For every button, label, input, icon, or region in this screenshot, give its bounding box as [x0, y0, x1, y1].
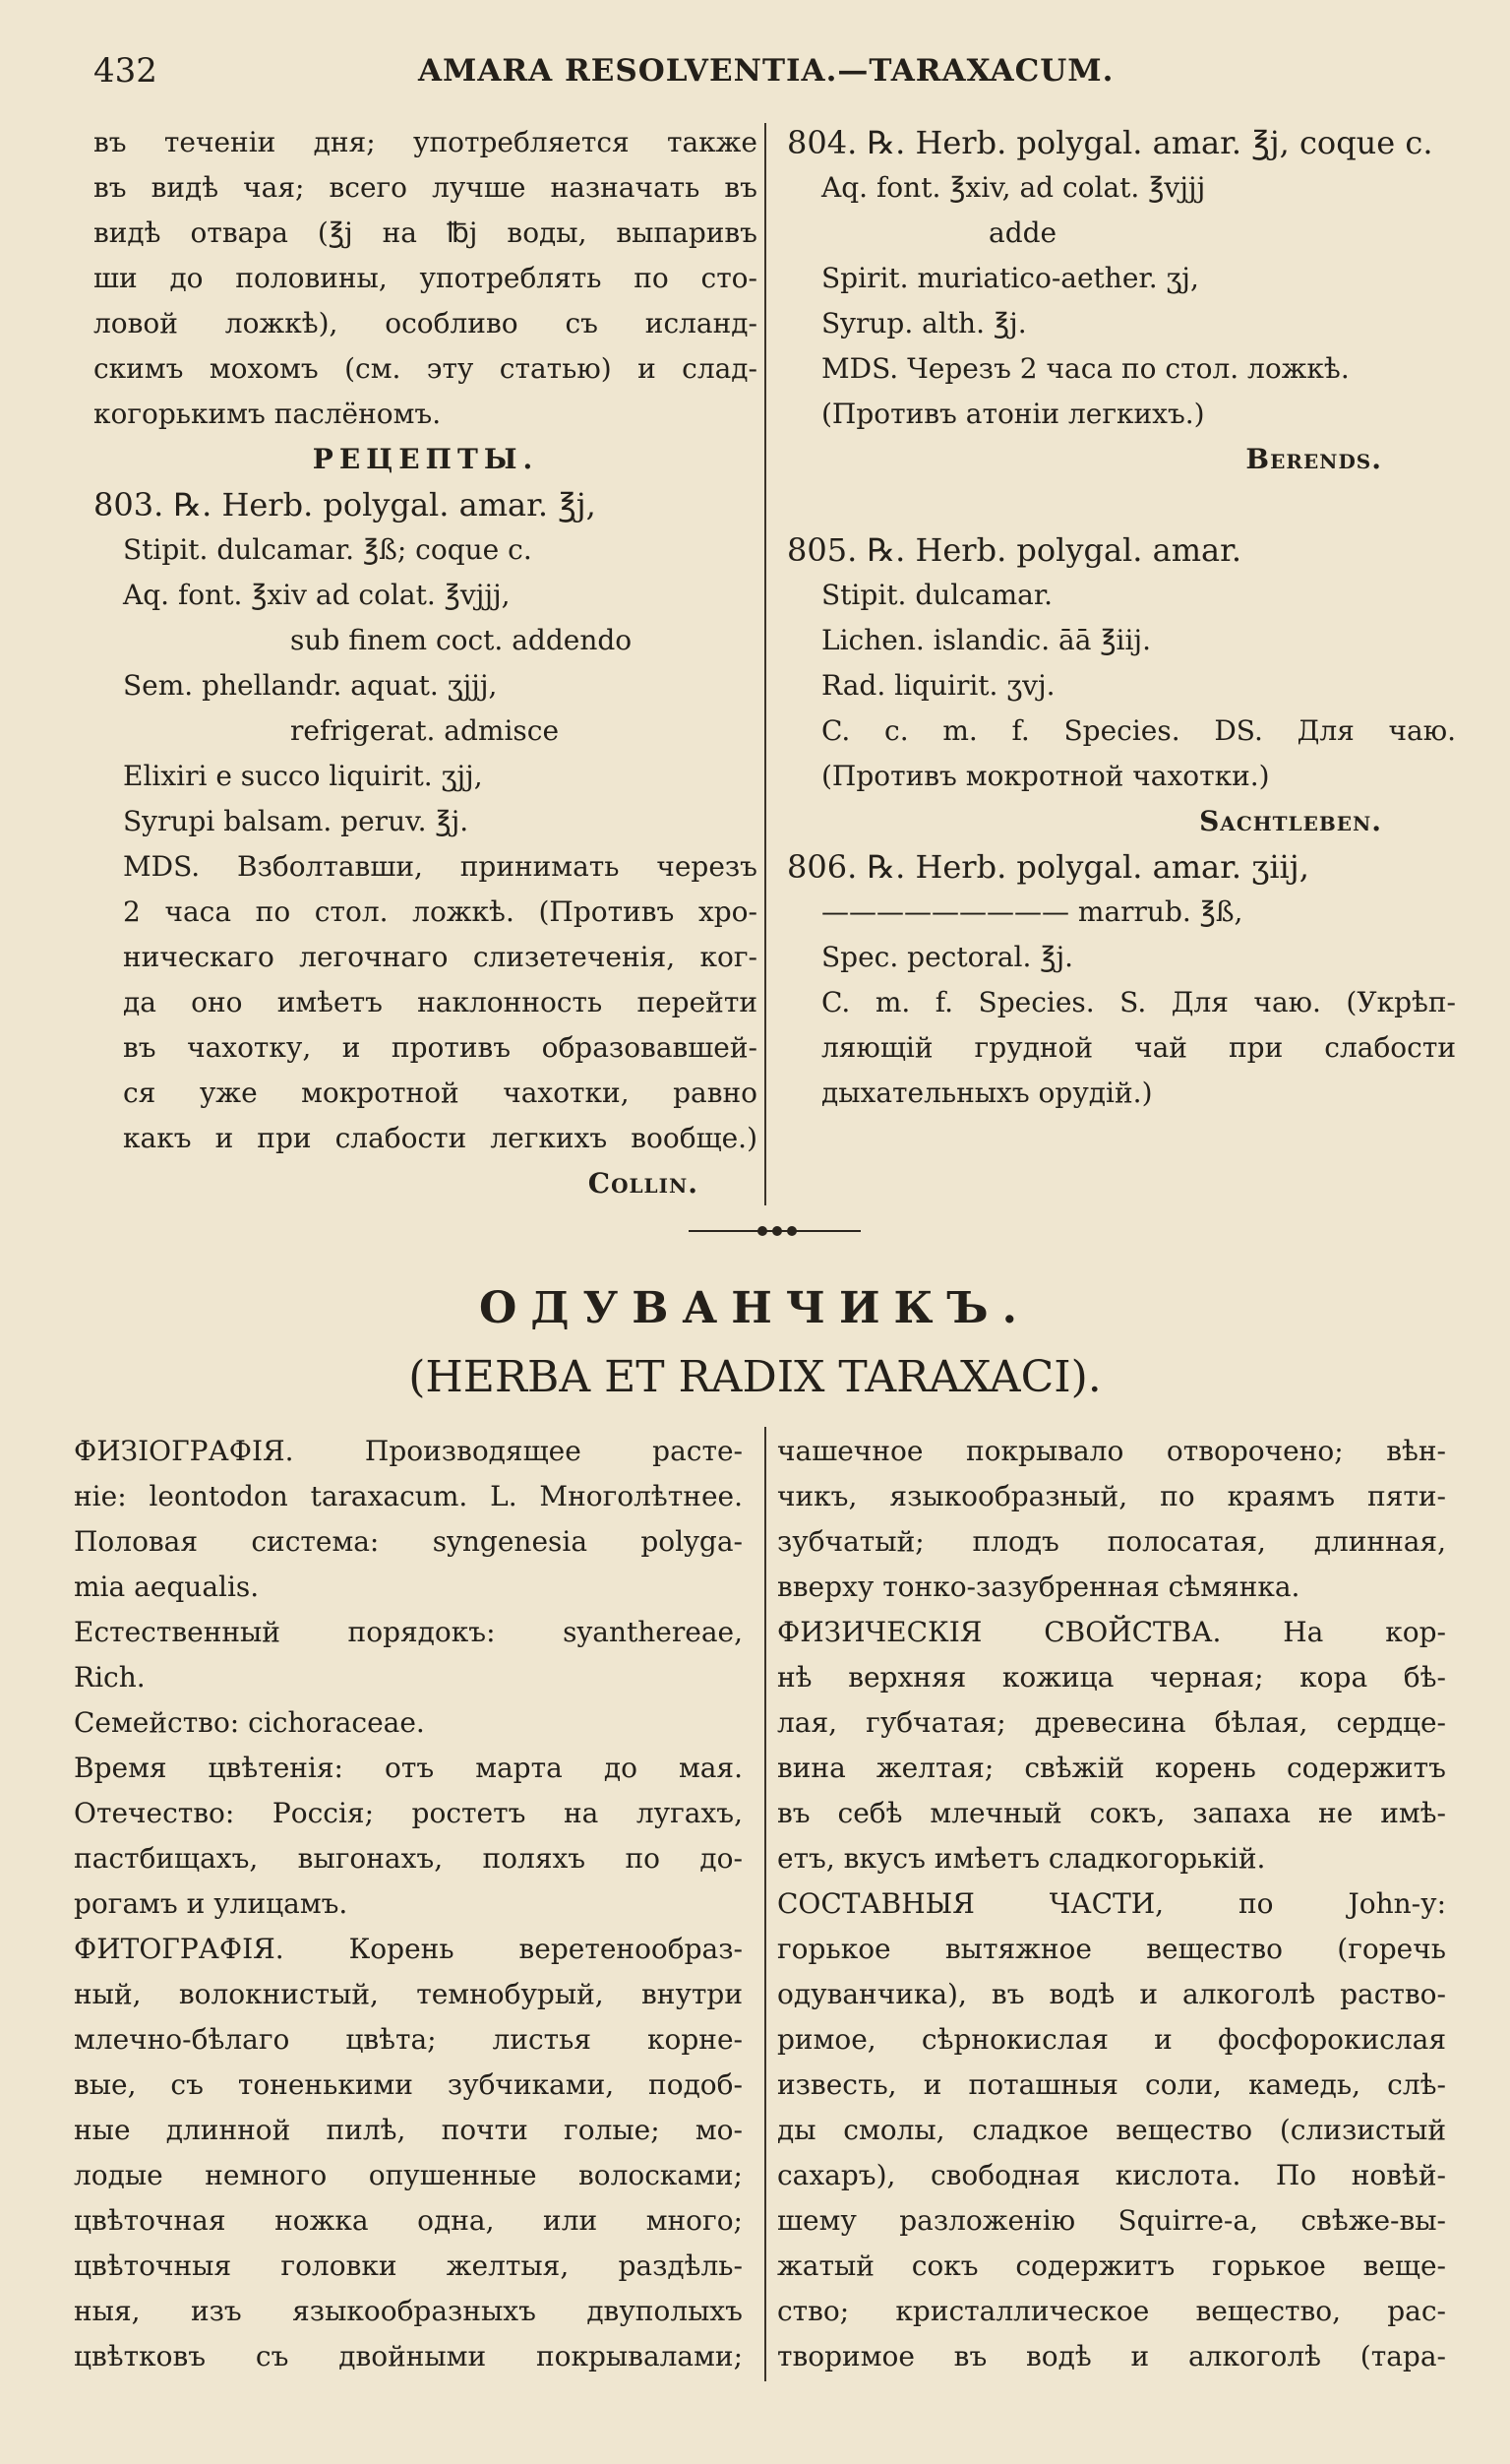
text-line: цвѣточная ножка одна, или много; [74, 2204, 743, 2237]
recipe-805-line: C. c. m. f. Species. DS. Для чаю. [821, 714, 1456, 747]
text-line: рогамъ и улицамъ. [74, 1887, 348, 1920]
recipe-803-line: 803. ℞. Herb. polygal. amar. ℥j, [93, 486, 596, 524]
recipe-806-line: ляющій грудной чай при слабости [821, 1031, 1456, 1064]
text-line: ФИЗИЧЕСКІЯ СВОЙСТВА. На кор- [777, 1616, 1446, 1648]
recipe-803-line: да оно имѣетъ наклонность перейти [123, 986, 757, 1018]
text-line: сахаръ), свободная кислота. По новѣй- [777, 2159, 1446, 2191]
section-latin-title: (HERBA ET RADIX TARAXACI). [408, 1352, 1102, 1402]
text-line: mia aequalis. [74, 1571, 260, 1603]
text-line: когорькимъ паслёномъ. [93, 398, 442, 430]
recipe-806-line: 806. ℞. Herb. polygal. amar. ʒiij, [787, 848, 1309, 886]
text-line: пастбищахъ, выгонахъ, поляхъ по до- [74, 1842, 743, 1875]
text-line: горькое вытяжное вещество (горечь [777, 1933, 1446, 1965]
text-line: одуванчика), въ водѣ и алкоголѣ раство- [777, 1978, 1446, 2010]
recipe-805-line: Stipit. dulcamar. [821, 579, 1054, 611]
recipe-804-line: Spirit. muriatico-aether. ʒj, [821, 262, 1199, 294]
recipe-803-line: 2 часа по стол. ложкѣ. (Противъ хро- [123, 895, 757, 928]
text-line: Отечество: Россія; ростетъ на лугахъ, [74, 1797, 743, 1829]
text-line: Время цвѣтенія: отъ марта до мая. [74, 1752, 743, 1784]
text-line: ФИЗІОГРАФІЯ. Производящее расте- [74, 1435, 743, 1467]
text-line: жатый сокъ содержитъ горькое веще- [777, 2249, 1446, 2282]
text-line: цвѣточныя головки желтыя, раздѣль- [74, 2249, 743, 2282]
recipe-804-line: adde [989, 216, 1057, 249]
ornament-dot [757, 1226, 767, 1236]
text-line: творимое въ водѣ и алкоголѣ (тара- [777, 2340, 1446, 2372]
upper-left-column [93, 120, 757, 1206]
column-divider [764, 1427, 766, 2381]
recipe-author: Sachtleben. [1199, 805, 1382, 837]
text-line: въ видѣ чая; всего лучше назначать въ [93, 171, 757, 204]
recipe-803-line: ническаго легочнаго слизетеченія, ког- [123, 941, 757, 973]
recipe-803-line: Aq. font. ℥xiv ad colat. ℥vjjj, [123, 579, 511, 611]
text-line: ныя, изъ языкообразныхъ двуполыхъ [74, 2295, 743, 2327]
section-title: ОДУВАНЧИКЪ. [479, 1283, 1031, 1333]
text-line: нѣ верхняя кожица черная; кора бѣ- [777, 1661, 1446, 1694]
recipe-805-line: Rad. liquirit. ʒvj. [821, 669, 1056, 702]
text-line: известь, и поташныя соли, камедь, слѣ- [777, 2068, 1446, 2101]
recipe-804-line: 804. ℞. Herb. polygal. amar. ℥j, coque c. [787, 124, 1433, 161]
text-line: млечно-бѣлаго цвѣта; листья корне- [74, 2023, 743, 2056]
recipe-805-line: (Противъ мокротной чахотки.) [821, 760, 1270, 792]
recipe-803-line: Elixiri e succo liquirit. ʒjj, [123, 760, 483, 792]
recipe-805-line: Lichen. islandic. āā ℥iij. [821, 624, 1151, 656]
recipe-803-line: Stipit. dulcamar. ℥ß; coque c. [123, 533, 532, 566]
text-line: СОСТАВНЫЯ ЧАСТИ, по John-у: [777, 1887, 1446, 1920]
ornament-dot [787, 1226, 797, 1236]
text-line: въ себѣ млечный сокъ, запаха не имѣ- [777, 1797, 1446, 1829]
lower-right-column [777, 1429, 1446, 2379]
text-line: видѣ отвара (℥j на ℔j воды, выпаривъ [93, 216, 757, 249]
text-line: ды смолы, сладкое вещество (слизистый [777, 2114, 1446, 2146]
page-number: 432 [93, 51, 157, 91]
recipe-806-line: C. m. f. Species. S. Для чаю. (Укрѣп- [821, 986, 1456, 1018]
text-line: Естественный порядокъ: syanthereae, [74, 1616, 743, 1648]
recipe-806-line: дыхательныхъ орудій.) [821, 1077, 1153, 1109]
text-line: чикъ, языкообразный, по краямъ пяти- [777, 1480, 1446, 1512]
column-divider [764, 123, 766, 1205]
text-line: Rich. [74, 1661, 146, 1694]
recipe-805-line: 805. ℞. Herb. polygal. amar. [787, 531, 1242, 569]
text-line: зубчатый; плодъ полосатая, длинная, [777, 1525, 1446, 1558]
recipe-806-line: ————————— marrub. ℥ß, [821, 895, 1243, 928]
text-line: ловой ложкѣ), особливо съ исланд- [93, 307, 757, 339]
recipe-803-line: Sem. phellandr. aquat. ʒjjj, [123, 669, 498, 702]
recipe-804-line: (Противъ атоніи легкихъ.) [821, 398, 1205, 430]
text-line: лая, губчатая; древесина бѣлая, сердце- [777, 1706, 1446, 1739]
recipe-803-line: MDS. Взболтавши, принимать черезъ [123, 850, 757, 883]
recipe-803-line: refrigerat. admisce [290, 714, 560, 747]
section-ornament [689, 1224, 861, 1238]
recipe-author: Berends. [1245, 443, 1382, 475]
text-line: въ теченіи дня; употребляется также [93, 126, 757, 158]
upper-right-column [787, 120, 1456, 1116]
running-title: AMARA RESOLVENTIA.—TARAXACUM. [418, 53, 1115, 89]
text-line: ши до половины, употреблять по сто- [93, 262, 757, 294]
recipes-heading: РЕЦЕПТЫ. [312, 443, 539, 475]
text-line: вые, съ тоненькими зубчиками, подоб- [74, 2068, 743, 2101]
recipe-803-line: Syrupi balsam. peruv. ℥j. [123, 805, 469, 837]
section-title-block [0, 1279, 1510, 1407]
text-line: етъ, вкусъ имѣетъ сладкогорькій. [777, 1842, 1266, 1875]
text-line: ные длинной пилѣ, почти голые; мо- [74, 2114, 743, 2146]
recipe-803-line: sub finem coct. addendo [290, 624, 633, 656]
text-line: лодые немного опушенные волосками; [74, 2159, 743, 2191]
text-line: шему разложенію Squirre-а, свѣже-вы- [777, 2204, 1446, 2237]
text-line: Половая система: syngenesia polyga- [74, 1525, 743, 1558]
text-line: ФИТОГРАФІЯ. Корень веретенообраз- [74, 1933, 743, 1965]
text-line: чашечное покрывало отворочено; вѣн- [777, 1435, 1446, 1467]
lower-left-column [74, 1429, 743, 2379]
recipe-803-line: ся уже мокротной чахотки, равно [123, 1077, 757, 1109]
text-line: ный, волокнистый, темнобурый, внутри [74, 1978, 743, 2010]
recipe-804-line: MDS. Черезъ 2 часа по стол. ложкѣ. [821, 352, 1350, 385]
text-line: ніе: leontodon taraxacum. L. Многолѣтнее. [74, 1480, 743, 1512]
recipe-803-line: какъ и при слабости легкихъ вообще.) [123, 1122, 757, 1154]
recipe-803-line: въ чахотку, и противъ образовавшей- [123, 1031, 757, 1064]
text-line: скимъ мохомъ (см. эту статью) и слад- [93, 352, 757, 385]
recipe-804-line: Aq. font. ℥xiv, ad colat. ℥vjjj [821, 171, 1206, 204]
text-line: Семейство: cichoraceae. [74, 1706, 425, 1739]
running-head [93, 51, 1451, 91]
text-line: ство; кристаллическое вещество, рас- [777, 2295, 1446, 2327]
recipe-804-line: Syrup. alth. ℥j. [821, 307, 1027, 339]
text-line: римое, сѣрнокислая и фосфорокислая [777, 2023, 1446, 2056]
spacer [787, 482, 1456, 527]
recipe-author: Collin. [587, 1167, 698, 1200]
text-line: вина желтая; свѣжій корень содержитъ [777, 1752, 1446, 1784]
text-line: цвѣтковъ съ двойными покрывалами; [74, 2340, 743, 2372]
recipe-806-line: Spec. pectoral. ℥j. [821, 941, 1074, 973]
text-line: вверху тонко-зазубренная сѣмянка. [777, 1571, 1300, 1603]
ornament-dot [772, 1226, 782, 1236]
